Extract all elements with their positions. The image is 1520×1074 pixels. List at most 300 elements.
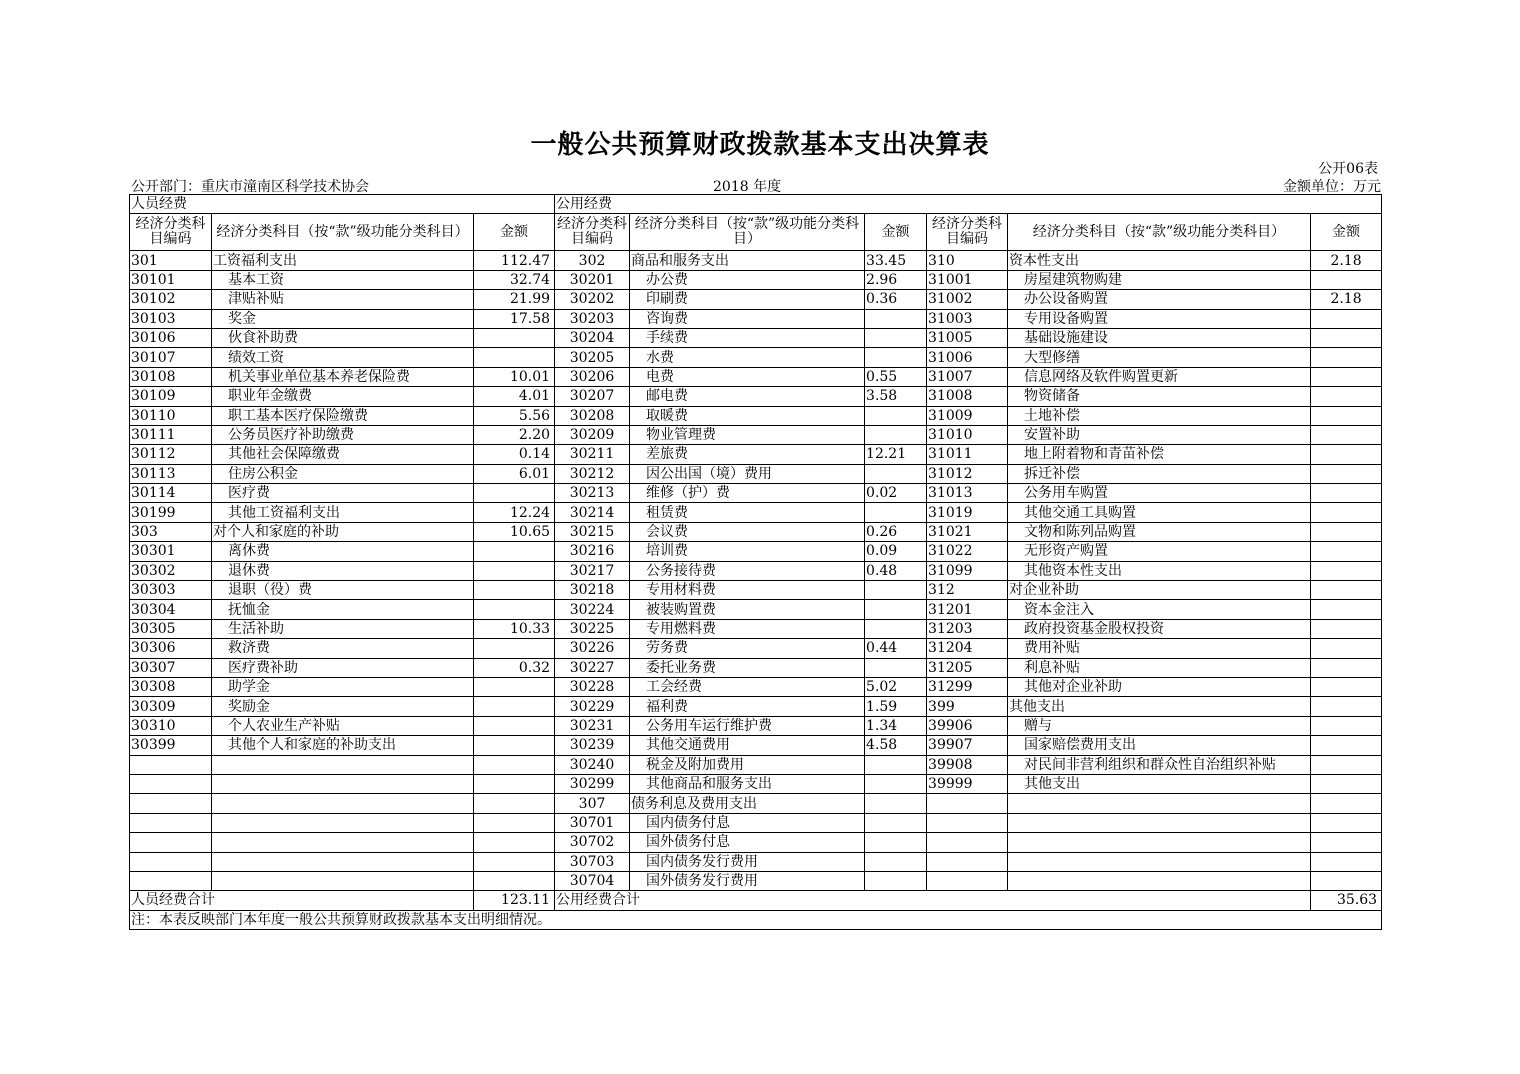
cell-amount-2 (865, 348, 927, 367)
cell-amount-1: 0.14 (474, 445, 555, 464)
cell-amount-3 (1311, 387, 1382, 406)
cell-amount-2: 2.96 (865, 270, 927, 289)
table-row (130, 445, 1382, 464)
table-row (130, 716, 1382, 735)
cell-code-1: 30109 (130, 387, 212, 406)
cell-amount-1 (474, 755, 555, 774)
cell-code-2: 30216 (555, 542, 630, 561)
cell-name-3 (1008, 871, 1311, 890)
cell-amount-1 (474, 677, 555, 696)
cell-name-1: 退职（役）费 (212, 581, 474, 600)
table-row (130, 561, 1382, 580)
cell-name-3: 政府投资基金股权投资 (1008, 619, 1311, 638)
cell-amount-1 (474, 833, 555, 852)
header-code: 经济分类科目编码 (555, 214, 630, 251)
cell-name-1: 公务员医疗补助缴费 (212, 425, 474, 444)
table-row (130, 697, 1382, 716)
cell-code-2: 30213 (555, 484, 630, 503)
cell-amount-2 (865, 309, 927, 328)
table-row (130, 774, 1382, 793)
cell-name-1: 离休费 (212, 542, 474, 561)
cell-amount-2: 0.44 (865, 639, 927, 658)
cell-amount-1: 112.47 (474, 251, 555, 270)
cell-name-1: 津贴补贴 (212, 290, 474, 309)
table-row (130, 658, 1382, 677)
cell-name-3: 信息网络及软件购置更新 (1008, 367, 1311, 386)
cell-code-2: 30240 (555, 755, 630, 774)
cell-code-3: 31019 (927, 503, 1008, 522)
cell-name-3: 利息补贴 (1008, 658, 1311, 677)
cell-code-2: 30208 (555, 406, 630, 425)
cell-amount-2 (865, 833, 927, 852)
cell-code-3: 312 (927, 581, 1008, 600)
cell-name-3 (1008, 833, 1311, 852)
cell-code-1: 30107 (130, 348, 212, 367)
cell-code-3: 31007 (927, 367, 1008, 386)
table-row (130, 542, 1382, 561)
cell-name-1: 奖励金 (212, 697, 474, 716)
section-public: 公用经费 (555, 195, 1382, 214)
cell-name-1: 机关事业单位基本养老保险费 (212, 367, 474, 386)
cell-code-2: 30231 (555, 716, 630, 735)
cell-code-2: 30701 (555, 813, 630, 832)
cell-amount-1 (474, 716, 555, 735)
cell-name-3 (1008, 852, 1311, 871)
cell-name-1: 抚恤金 (212, 600, 474, 619)
cell-code-3: 31010 (927, 425, 1008, 444)
cell-amount-1 (474, 852, 555, 871)
cell-amount-3 (1311, 522, 1382, 541)
cell-code-2: 30218 (555, 581, 630, 600)
table-row (130, 406, 1382, 425)
cell-code-3: 39908 (927, 755, 1008, 774)
cell-amount-3 (1311, 871, 1382, 890)
table-row (130, 736, 1382, 755)
cell-name-1: 住房公积金 (212, 464, 474, 483)
personnel-total-label: 人员经费合计 (130, 891, 474, 910)
cell-name-1 (212, 813, 474, 832)
table-row (130, 484, 1382, 503)
note: 注：本表反映部门本年度一般公共预算财政拨款基本支出明细情况。 (130, 910, 1382, 929)
header-row (130, 214, 1382, 251)
cell-code-2: 30212 (555, 464, 630, 483)
cell-name-2: 物业管理费 (630, 425, 865, 444)
cell-code-1: 30114 (130, 484, 212, 503)
cell-name-1: 其他个人和家庭的补助支出 (212, 736, 474, 755)
table-row (130, 290, 1382, 309)
cell-name-2: 公务接待费 (630, 561, 865, 580)
cell-amount-3 (1311, 367, 1382, 386)
cell-name-3: 其他交通工具购置 (1008, 503, 1311, 522)
cell-code-2: 30206 (555, 367, 630, 386)
cell-code-2: 30224 (555, 600, 630, 619)
cell-name-2: 工会经费 (630, 677, 865, 696)
cell-amount-2: 1.34 (865, 716, 927, 735)
cell-name-2: 取暖费 (630, 406, 865, 425)
form-number: 公开06表 (1318, 161, 1378, 177)
cell-name-3: 资本性支出 (1008, 251, 1311, 270)
cell-code-3: 39907 (927, 736, 1008, 755)
cell-name-1: 医疗费补助 (212, 658, 474, 677)
cell-code-1: 30302 (130, 561, 212, 580)
cell-name-3: 公务用车购置 (1008, 484, 1311, 503)
cell-name-3: 专用设备购置 (1008, 309, 1311, 328)
cell-name-3: 土地补偿 (1008, 406, 1311, 425)
cell-code-2: 30211 (555, 445, 630, 464)
cell-code-1: 30303 (130, 581, 212, 600)
cell-name-3: 地上附着物和青苗补偿 (1008, 445, 1311, 464)
unit-label: 金额单位：万元 (1283, 179, 1381, 195)
cell-amount-2: 12.21 (865, 445, 927, 464)
cell-code-3: 31201 (927, 600, 1008, 619)
table-row (130, 813, 1382, 832)
cell-amount-1 (474, 639, 555, 658)
cell-code-2: 30203 (555, 309, 630, 328)
cell-code-2: 30214 (555, 503, 630, 522)
cell-amount-1: 32.74 (474, 270, 555, 289)
cell-code-3: 31005 (927, 328, 1008, 347)
cell-amount-2: 0.02 (865, 484, 927, 503)
cell-amount-1: 2.20 (474, 425, 555, 444)
cell-code-2: 30228 (555, 677, 630, 696)
cell-code-3: 31011 (927, 445, 1008, 464)
header-name: 经济分类科目（按“款”级功能分类科目） (630, 214, 865, 251)
cell-code-1: 30106 (130, 328, 212, 347)
cell-name-3: 安置补助 (1008, 425, 1311, 444)
cell-code-3: 31099 (927, 561, 1008, 580)
table-row (130, 852, 1382, 871)
cell-name-2: 国外债务发行费用 (630, 871, 865, 890)
cell-name-1: 其他社会保障缴费 (212, 445, 474, 464)
year-label: 2018 年度 (713, 179, 782, 195)
cell-amount-1: 10.65 (474, 522, 555, 541)
cell-amount-1 (474, 328, 555, 347)
cell-code-1 (130, 755, 212, 774)
cell-amount-1: 0.32 (474, 658, 555, 677)
cell-amount-3 (1311, 270, 1382, 289)
header-name: 经济分类科目（按“款”级功能分类科目） (212, 214, 474, 251)
cell-amount-3 (1311, 658, 1382, 677)
cell-code-2: 30205 (555, 348, 630, 367)
cell-amount-1 (474, 581, 555, 600)
cell-code-3: 31006 (927, 348, 1008, 367)
cell-name-3: 对民间非营利组织和群众性自治组织补贴 (1008, 755, 1311, 774)
cell-name-2: 税金及附加费用 (630, 755, 865, 774)
note-row (130, 910, 1382, 929)
table-row (130, 425, 1382, 444)
cell-name-3: 物资储备 (1008, 387, 1311, 406)
cell-code-2: 302 (555, 251, 630, 270)
cell-code-3 (927, 833, 1008, 852)
cell-name-3: 费用补贴 (1008, 639, 1311, 658)
cell-name-1: 助学金 (212, 677, 474, 696)
cell-amount-3 (1311, 581, 1382, 600)
totals-row (130, 891, 1382, 910)
personnel-total-value: 123.11 (474, 891, 555, 910)
cell-amount-1 (474, 542, 555, 561)
cell-amount-3 (1311, 445, 1382, 464)
cell-amount-2: 33.45 (865, 251, 927, 270)
cell-amount-2: 4.58 (865, 736, 927, 755)
cell-amount-2 (865, 503, 927, 522)
expenditure-table (129, 194, 1382, 930)
cell-name-1: 职工基本医疗保险缴费 (212, 406, 474, 425)
cell-name-2: 邮电费 (630, 387, 865, 406)
cell-amount-1: 10.01 (474, 367, 555, 386)
cell-name-1: 基本工资 (212, 270, 474, 289)
cell-name-1 (212, 852, 474, 871)
cell-amount-2 (865, 581, 927, 600)
cell-amount-3 (1311, 813, 1382, 832)
table-row (130, 871, 1382, 890)
cell-name-2: 公务用车运行维护费 (630, 716, 865, 735)
header-code: 经济分类科目编码 (130, 214, 212, 251)
table-row (130, 639, 1382, 658)
cell-name-3: 国家赔偿费用支出 (1008, 736, 1311, 755)
section-personnel: 人员经费 (130, 195, 555, 214)
table-row (130, 309, 1382, 328)
cell-amount-3 (1311, 677, 1382, 696)
cell-name-2: 会议费 (630, 522, 865, 541)
cell-name-3: 赠与 (1008, 716, 1311, 735)
cell-code-1: 30399 (130, 736, 212, 755)
cell-amount-3 (1311, 484, 1382, 503)
cell-code-2: 30226 (555, 639, 630, 658)
cell-name-3 (1008, 813, 1311, 832)
cell-name-1: 绩效工资 (212, 348, 474, 367)
cell-name-3 (1008, 794, 1311, 813)
cell-amount-2 (865, 600, 927, 619)
cell-code-3: 31205 (927, 658, 1008, 677)
cell-name-2: 因公出国（境）费用 (630, 464, 865, 483)
cell-code-2: 30202 (555, 290, 630, 309)
cell-name-1 (212, 755, 474, 774)
cell-amount-2: 0.26 (865, 522, 927, 541)
cell-amount-1: 4.01 (474, 387, 555, 406)
cell-code-3: 310 (927, 251, 1008, 270)
cell-code-3: 399 (927, 697, 1008, 716)
cell-code-1: 30111 (130, 425, 212, 444)
cell-code-1: 30103 (130, 309, 212, 328)
cell-code-2: 30229 (555, 697, 630, 716)
cell-code-2: 30703 (555, 852, 630, 871)
header-code: 经济分类科目编码 (927, 214, 1008, 251)
table-row (130, 833, 1382, 852)
cell-amount-2: 0.55 (865, 367, 927, 386)
cell-code-1 (130, 871, 212, 890)
cell-amount-1: 12.24 (474, 503, 555, 522)
section-row (130, 195, 1382, 214)
cell-amount-3 (1311, 716, 1382, 735)
cell-code-1: 30301 (130, 542, 212, 561)
cell-name-1 (212, 794, 474, 813)
cell-code-1 (130, 852, 212, 871)
cell-code-1 (130, 813, 212, 832)
cell-code-1: 30101 (130, 270, 212, 289)
table-row (130, 677, 1382, 696)
cell-name-2: 委托业务费 (630, 658, 865, 677)
cell-name-3: 资本金注入 (1008, 600, 1311, 619)
cell-amount-1: 17.58 (474, 309, 555, 328)
cell-name-1: 个人农业生产补贴 (212, 716, 474, 735)
cell-name-1: 职业年金缴费 (212, 387, 474, 406)
cell-amount-2: 3.58 (865, 387, 927, 406)
cell-code-1: 30108 (130, 367, 212, 386)
cell-amount-1: 10.33 (474, 619, 555, 638)
cell-code-2: 30207 (555, 387, 630, 406)
cell-amount-3 (1311, 561, 1382, 580)
cell-name-2: 国内债务付息 (630, 813, 865, 832)
public-total-label: 公用经费合计 (555, 891, 1311, 910)
cell-name-1: 工资福利支出 (212, 251, 474, 270)
cell-amount-3 (1311, 619, 1382, 638)
cell-name-2: 办公费 (630, 270, 865, 289)
cell-amount-1 (474, 871, 555, 890)
cell-code-2: 307 (555, 794, 630, 813)
cell-code-3 (927, 813, 1008, 832)
cell-code-1: 30113 (130, 464, 212, 483)
cell-name-2: 水费 (630, 348, 865, 367)
cell-name-3: 对企业补助 (1008, 581, 1311, 600)
cell-name-2: 咨询费 (630, 309, 865, 328)
cell-name-2: 专用材料费 (630, 581, 865, 600)
cell-code-3: 31204 (927, 639, 1008, 658)
cell-code-2: 30215 (555, 522, 630, 541)
cell-code-3: 31009 (927, 406, 1008, 425)
cell-amount-1: 6.01 (474, 464, 555, 483)
cell-amount-2 (865, 328, 927, 347)
cell-amount-2 (865, 813, 927, 832)
cell-code-1: 30306 (130, 639, 212, 658)
cell-amount-3 (1311, 833, 1382, 852)
cell-amount-1 (474, 348, 555, 367)
cell-name-2: 租赁费 (630, 503, 865, 522)
cell-name-2: 手续费 (630, 328, 865, 347)
cell-name-1: 退休费 (212, 561, 474, 580)
cell-amount-2 (865, 755, 927, 774)
cell-code-3: 31013 (927, 484, 1008, 503)
cell-name-2: 国内债务发行费用 (630, 852, 865, 871)
table-row (130, 522, 1382, 541)
cell-name-1 (212, 871, 474, 890)
cell-code-1: 30304 (130, 600, 212, 619)
cell-amount-2 (865, 425, 927, 444)
cell-code-2: 30299 (555, 774, 630, 793)
cell-code-2: 30217 (555, 561, 630, 580)
cell-code-3: 31002 (927, 290, 1008, 309)
cell-amount-2: 1.59 (865, 697, 927, 716)
cell-name-2: 福利费 (630, 697, 865, 716)
cell-name-1: 救济费 (212, 639, 474, 658)
cell-name-2: 电费 (630, 367, 865, 386)
cell-name-2: 培训费 (630, 542, 865, 561)
meta-row (129, 176, 1381, 194)
cell-code-1 (130, 794, 212, 813)
table-row (130, 464, 1382, 483)
cell-name-2: 专用燃料费 (630, 619, 865, 638)
cell-amount-2 (865, 658, 927, 677)
cell-name-2: 其他商品和服务支出 (630, 774, 865, 793)
cell-code-3: 31012 (927, 464, 1008, 483)
cell-name-3: 其他资本性支出 (1008, 561, 1311, 580)
cell-amount-2 (865, 794, 927, 813)
cell-name-1: 生活补助 (212, 619, 474, 638)
cell-code-1: 30307 (130, 658, 212, 677)
cell-name-1: 其他工资福利支出 (212, 503, 474, 522)
cell-code-3: 31001 (927, 270, 1008, 289)
cell-amount-2 (865, 871, 927, 890)
cell-name-1: 伙食补助费 (212, 328, 474, 347)
cell-amount-3: 2.18 (1311, 251, 1382, 270)
table-row (130, 581, 1382, 600)
cell-amount-2 (865, 774, 927, 793)
cell-name-2: 被装购置费 (630, 600, 865, 619)
cell-code-3: 39906 (927, 716, 1008, 735)
table-row (130, 619, 1382, 638)
cell-name-3: 无形资产购置 (1008, 542, 1311, 561)
cell-code-3: 31021 (927, 522, 1008, 541)
cell-code-2: 30201 (555, 270, 630, 289)
cell-name-3: 文物和陈列品购置 (1008, 522, 1311, 541)
cell-amount-2: 5.02 (865, 677, 927, 696)
cell-code-3: 31299 (927, 677, 1008, 696)
cell-code-3 (927, 794, 1008, 813)
cell-name-1: 对个人和家庭的补助 (212, 522, 474, 541)
cell-name-2: 印刷费 (630, 290, 865, 309)
cell-code-2: 30209 (555, 425, 630, 444)
cell-code-1 (130, 774, 212, 793)
cell-code-3: 31003 (927, 309, 1008, 328)
cell-amount-3: 2.18 (1311, 290, 1382, 309)
cell-code-3: 31022 (927, 542, 1008, 561)
cell-amount-3 (1311, 464, 1382, 483)
table-row (130, 270, 1382, 289)
cell-amount-3 (1311, 328, 1382, 347)
cell-code-1: 30308 (130, 677, 212, 696)
cell-code-1: 30112 (130, 445, 212, 464)
cell-name-3: 其他支出 (1008, 697, 1311, 716)
cell-amount-3 (1311, 736, 1382, 755)
cell-amount-1 (474, 794, 555, 813)
cell-amount-3 (1311, 542, 1382, 561)
cell-code-1: 30309 (130, 697, 212, 716)
cell-amount-3 (1311, 852, 1382, 871)
cell-name-1: 医疗费 (212, 484, 474, 503)
cell-amount-1 (474, 813, 555, 832)
cell-code-1: 303 (130, 522, 212, 541)
cell-code-3: 39999 (927, 774, 1008, 793)
cell-name-2: 债务利息及费用支出 (630, 794, 865, 813)
cell-amount-2 (865, 464, 927, 483)
cell-code-2: 30227 (555, 658, 630, 677)
cell-name-3: 其他对企业补助 (1008, 677, 1311, 696)
cell-name-2: 维修（护）费 (630, 484, 865, 503)
cell-amount-1: 5.56 (474, 406, 555, 425)
table-row (130, 251, 1382, 270)
table-row (130, 600, 1382, 619)
cell-code-3 (927, 871, 1008, 890)
cell-amount-1 (474, 484, 555, 503)
cell-code-3 (927, 852, 1008, 871)
page-title: 一般公共预算财政拨款基本支出决算表 (530, 130, 990, 160)
cell-amount-1 (474, 697, 555, 716)
public-total-value: 35.63 (1311, 891, 1382, 910)
cell-code-2: 30704 (555, 871, 630, 890)
header-amount: 金额 (1311, 214, 1382, 251)
cell-code-2: 30225 (555, 619, 630, 638)
cell-code-2: 30204 (555, 328, 630, 347)
cell-name-2: 差旅费 (630, 445, 865, 464)
